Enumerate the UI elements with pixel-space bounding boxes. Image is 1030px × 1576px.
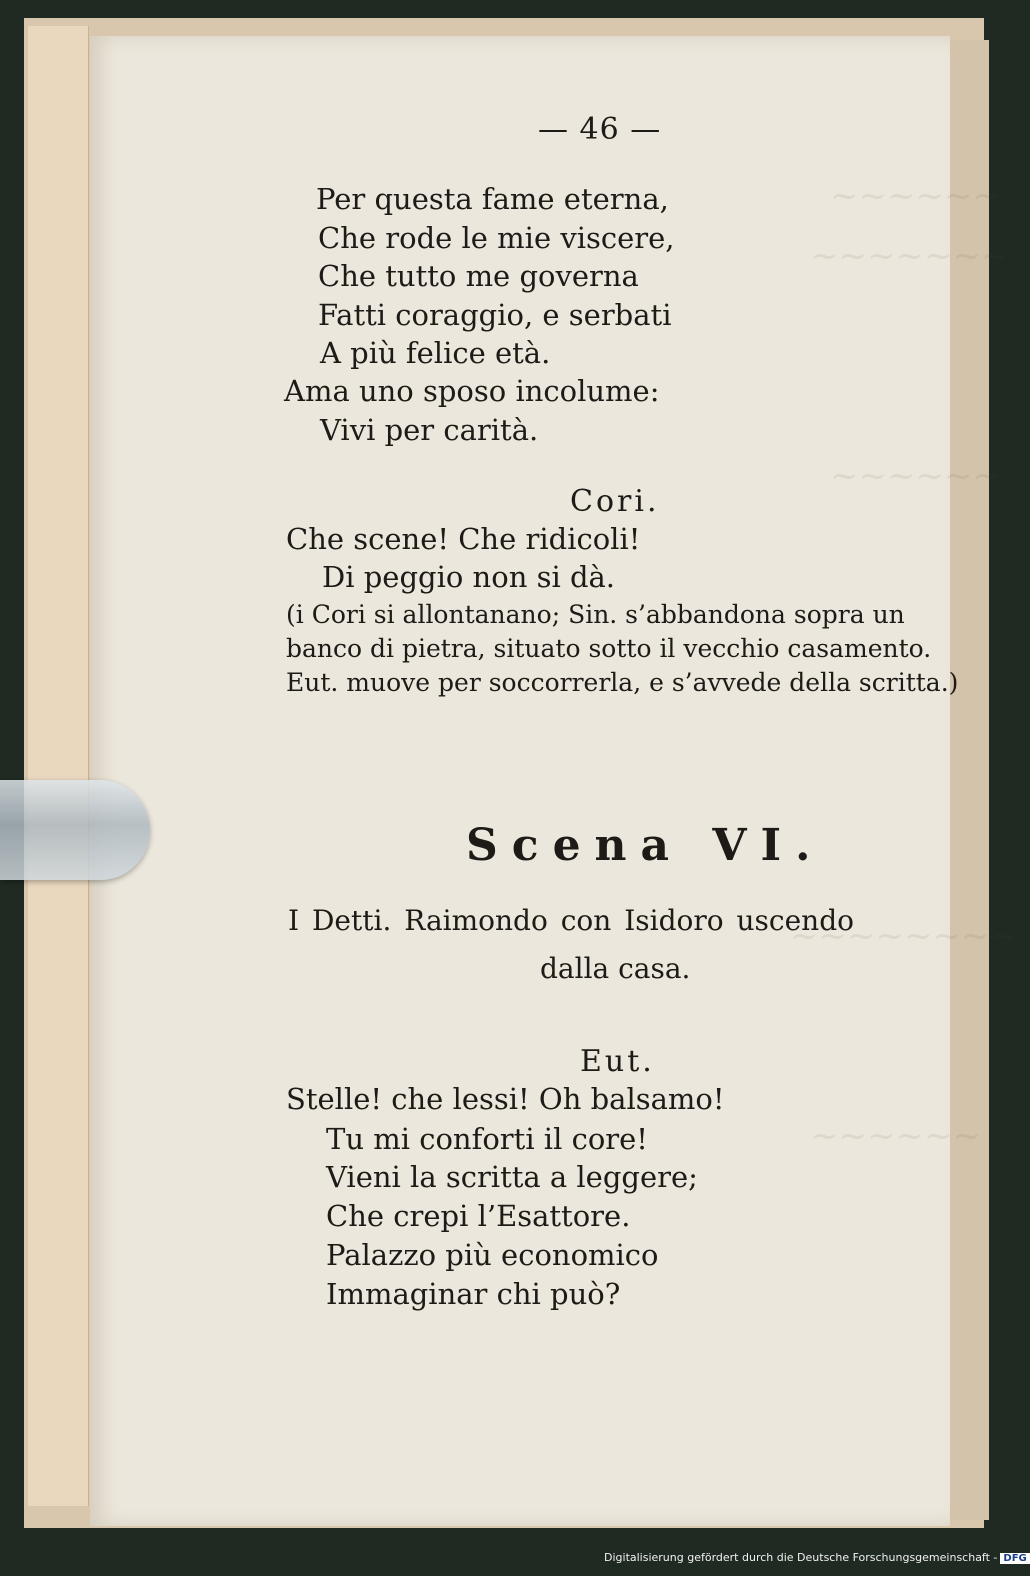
- verse-line: Che rode le mie viscere,: [318, 221, 675, 255]
- page-marker-tab: [0, 780, 150, 880]
- verse-line: Palazzo più economico: [326, 1238, 659, 1272]
- verse-line: Vieni la scritta a leggere;: [326, 1160, 698, 1194]
- stage-direction: Eut. muove per soccorrerla, e s’avvede della scritta.): [286, 668, 959, 697]
- stage-direction: (i Cori si allontanano; Sin. s’abbandona sopra un: [286, 600, 905, 629]
- digitization-credit: [604, 1551, 1030, 1564]
- stage-direction: banco di pietra, situato sotto il vecchio casamento.: [286, 634, 932, 663]
- speaker-name: Eut.: [580, 1044, 655, 1079]
- verse-line: Di peggio non si dà.: [322, 560, 616, 594]
- show-through-text: ~~~~~~: [830, 456, 1001, 496]
- underlying-page: [28, 26, 89, 1506]
- show-through-text: ~~~~~~~~: [790, 916, 1018, 956]
- verse-line: Fatti coraggio, e serbati: [318, 298, 672, 332]
- verse-line: Immaginar chi può?: [326, 1277, 621, 1311]
- show-through-text: ~~~~~~: [830, 176, 1001, 216]
- credit-text: Digitalisierung gefördert durch die Deutsche Forschungsgemeinschaft -: [604, 1551, 998, 1564]
- show-through-text: ~~~~~~~: [810, 236, 1010, 276]
- verse-line: Vivi per carità.: [320, 413, 539, 447]
- verse-line: Tu mi conforti il core!: [326, 1122, 648, 1156]
- scene-title: Scena VI.: [466, 820, 825, 871]
- page-number: — 46 —: [538, 112, 662, 147]
- scene-cast: I Detti. Raimondo con Isidoro uscendo: [288, 904, 854, 937]
- verse-line: Ama uno sposo incolume:: [284, 374, 660, 408]
- dfg-logo: DFG: [1000, 1553, 1029, 1564]
- verse-line: Che scene! Che ridicoli!: [286, 522, 641, 556]
- verse-line: Che crepi l’Esattore.: [326, 1199, 631, 1233]
- verse-line: A più felice età.: [320, 336, 551, 370]
- verse-line: Stelle! che lessi! Oh balsamo!: [286, 1082, 725, 1116]
- speaker-name: Cori.: [570, 484, 660, 519]
- scene-cast: dalla casa.: [540, 952, 691, 985]
- verse-line: Che tutto me governa: [318, 259, 639, 293]
- verse-line: Per questa fame eterna,: [316, 182, 669, 216]
- show-through-text: ~~~~~~: [810, 1116, 981, 1156]
